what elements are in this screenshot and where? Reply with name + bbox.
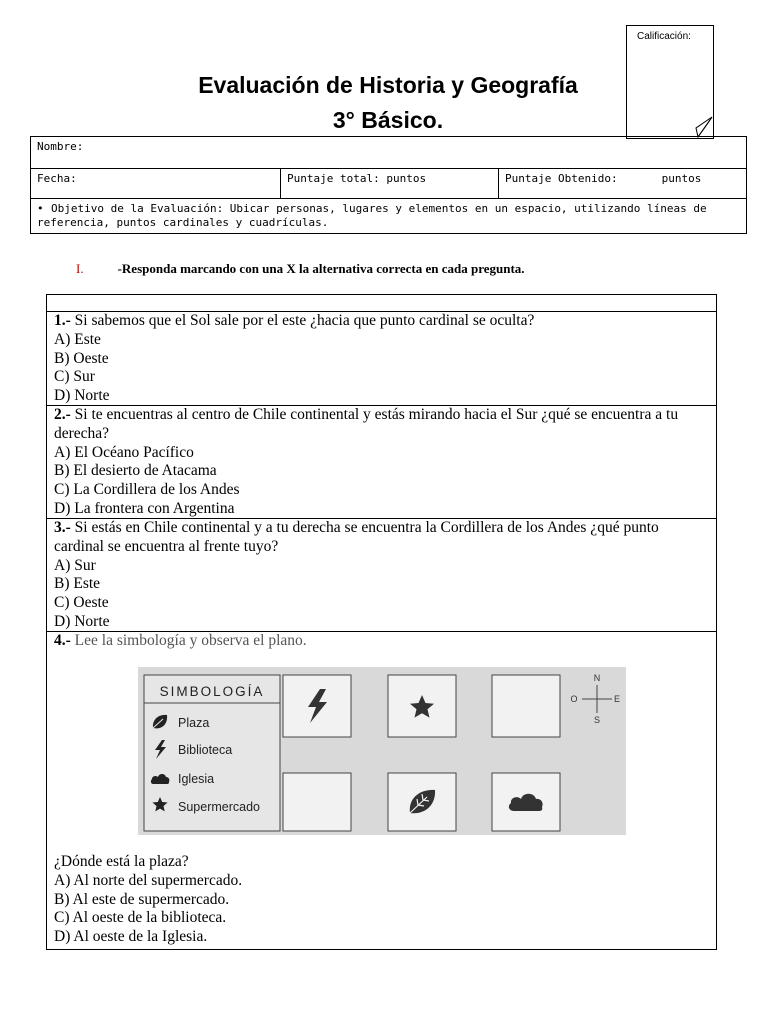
total-score-field	[281, 169, 499, 199]
section-instructions	[76, 261, 525, 277]
option-a[interactable]: A) El Océano Pacífico	[54, 443, 194, 461]
obtained-score-label: Puntaje Obtenido:	[505, 172, 618, 185]
block-empty-sw	[283, 773, 351, 831]
legend-biblioteca: Biblioteca	[178, 743, 233, 757]
obtained-score-unit: puntos	[661, 172, 702, 185]
question-number: 4.-	[54, 632, 71, 649]
option-b[interactable]: B) Este	[54, 575, 101, 593]
option-d[interactable]: D) Norte	[54, 612, 110, 630]
option-c[interactable]: C) La Cordillera de los Andes	[54, 481, 240, 499]
bullet-icon: •	[37, 202, 44, 215]
name-field[interactable]	[31, 137, 747, 169]
compass-west: O	[570, 694, 578, 704]
option-a[interactable]: A) Sur	[54, 556, 96, 574]
compass-east: E	[613, 694, 621, 704]
option-c[interactable]: C) Oeste	[54, 594, 109, 612]
legend-title: SIMBOLOGÍA	[159, 684, 265, 699]
option-b[interactable]: B) El desierto de Atacama	[54, 462, 217, 480]
option-a[interactable]: A) Este	[54, 330, 101, 348]
legend-plaza: Plaza	[178, 716, 210, 730]
question-4	[47, 631, 716, 949]
question-text: Si sabemos que el Sol sale por el este ¿hacia que punto cardinal se oculta?	[70, 312, 535, 329]
page-subtitle: 3° Básico.	[332, 107, 444, 133]
option-d[interactable]: D) Al oeste de la Iglesia.	[54, 928, 208, 946]
legend-panel	[144, 675, 280, 831]
page-curl-icon	[695, 116, 713, 138]
option-d[interactable]: D) La frontera con Argentina	[54, 499, 235, 517]
instructions-text: -Responda marcando con una X la alternativa correcta en cada pregunta.	[117, 261, 525, 276]
objective-text: Objetivo de la Evaluación: Ubicar personas, lugares y elementos en un espacio, utilizando líneas de referencia, puntos cardinales y cuadrículas.	[37, 202, 707, 229]
option-b[interactable]: B) Al este de supermercado.	[54, 890, 230, 908]
city-map	[138, 667, 626, 835]
option-a[interactable]: A) Al norte del supermercado.	[54, 871, 243, 889]
question-3	[47, 518, 716, 631]
compass-north: N	[593, 673, 601, 683]
question-2	[47, 405, 716, 518]
question-text: Si te encuentras al centro de Chile continental y estás mirando hacia el Sur ¿qué se encuentra a tu derecha?	[54, 406, 679, 442]
question-number: 2.-	[54, 406, 71, 423]
objective-cell	[31, 199, 747, 234]
obtained-score-field[interactable]	[499, 169, 747, 199]
page-title: Evaluación de Historia y Geografía	[198, 72, 578, 98]
question-text: Lee la simbología y observa el plano.	[70, 632, 307, 649]
name-label: Nombre:	[37, 140, 84, 153]
date-field[interactable]	[31, 169, 281, 199]
student-info-table	[30, 136, 747, 234]
question-1	[47, 311, 716, 405]
legend-iglesia: Iglesia	[178, 772, 215, 786]
section-number: I.	[76, 261, 84, 276]
grade-label: Calificación:	[637, 31, 691, 42]
total-score-label: Puntaje total: puntos	[287, 172, 427, 185]
option-c[interactable]: C) Al oeste de la biblioteca.	[54, 909, 227, 927]
date-label: Fecha:	[37, 172, 77, 185]
block-empty-ne	[492, 675, 560, 737]
questions-box	[46, 294, 717, 950]
question-number: 1.-	[54, 312, 71, 329]
question-number: 3.-	[54, 519, 71, 536]
legend-supermercado: Supermercado	[178, 800, 260, 814]
option-c[interactable]: C) Sur	[54, 368, 95, 386]
option-b[interactable]: B) Oeste	[54, 349, 109, 367]
question-text: Si estás en Chile continental y a tu derecha se encuentra la Cordillera de los Andes ¿qué punto cardinal se encuentra al frente tuyo?	[54, 519, 659, 555]
option-d[interactable]: D) Norte	[54, 387, 110, 405]
compass-south: S	[593, 715, 601, 725]
question-prompt: ¿Dónde está la plaza?	[54, 853, 189, 870]
